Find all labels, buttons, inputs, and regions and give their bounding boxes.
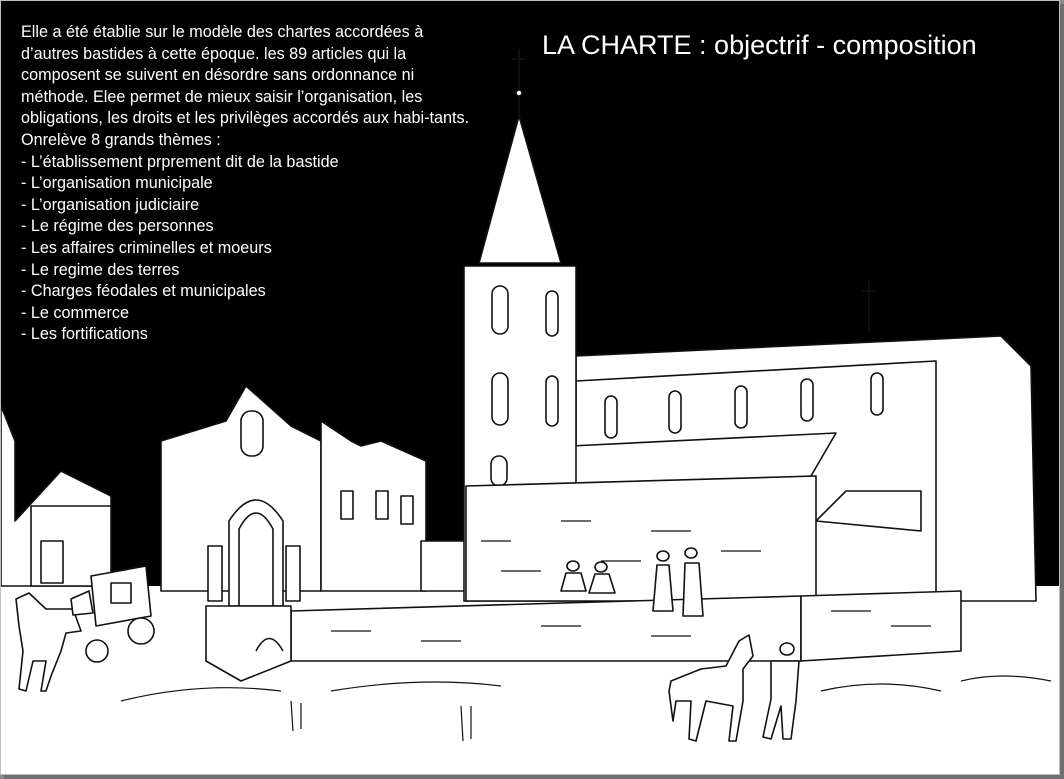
intro-text-block — [21, 22, 481, 346]
spire — [479, 116, 561, 263]
themes-list — [21, 152, 481, 346]
list-item: - L’organisation municipale — [21, 173, 481, 195]
list-item: - Le commerce — [21, 303, 481, 325]
list-item: - Les affaires criminelles et moeurs — [21, 238, 481, 260]
town-wall — [466, 476, 816, 601]
list-item: - L’établissement prprement dit de la bastide — [21, 152, 481, 174]
intro-paragraph: Elle a été établie sur le modèle des chartes accordées à d’autres bastides à cette époque. les 89 articles qui la composent se suivent en désordre sans ordonnance ni méthode. Elee permet de mieux saisir l’organisation, les obligations, les droits et les privilèges accordés aux habi-tants. Onrelève 8 grands thèmes : — [21, 23, 470, 149]
list-item: - Charges féodales et municipales — [21, 281, 481, 303]
list-item: - Les fortifications — [21, 324, 481, 346]
page-title: LA CHARTE : objectrif - composition — [542, 30, 977, 60]
list-item: - Le régime des personnes — [21, 216, 481, 238]
list-item: - L’organisation judiciaire — [21, 195, 481, 217]
list-item: - Le regime des terres — [21, 260, 481, 282]
